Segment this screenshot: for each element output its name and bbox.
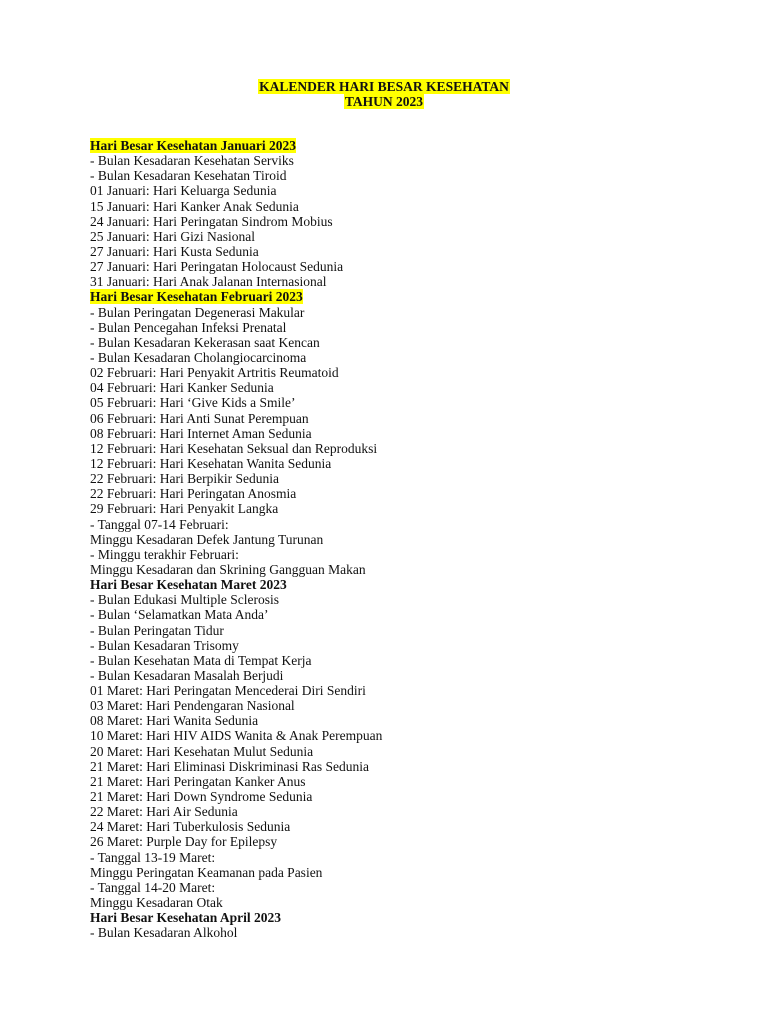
calendar-entry: - Bulan Pencegahan Infeksi Prenatal — [90, 319, 287, 335]
calendar-entry: - Tanggal 14-20 Maret: — [90, 879, 216, 895]
calendar-entry: 26 Maret: Purple Day for Epilepsy — [90, 834, 278, 850]
calendar-entry: - Tanggal 07-14 Februari: — [90, 516, 229, 532]
calendar-entry: 21 Maret: Hari Peringatan Kanker Anus — [90, 773, 306, 789]
calendar-entry: Minggu Kesadaran Otak — [90, 895, 223, 911]
calendar-entry: - Bulan Peringatan Degenerasi Makular — [90, 304, 305, 320]
calendar-entry: Minggu Kesadaran Defek Jantung Turunan — [90, 531, 324, 547]
calendar-entry: 27 Januari: Hari Peringatan Holocaust Sedunia — [90, 259, 344, 275]
calendar-entry: 22 Februari: Hari Peringatan Anosmia — [90, 486, 297, 502]
calendar-entry: 05 Februari: Hari ‘Give Kids a Smile’ — [90, 395, 296, 411]
calendar-entry: 15 Januari: Hari Kanker Anak Sedunia — [90, 198, 299, 214]
calendar-entry: 27 Januari: Hari Kusta Sedunia — [90, 243, 259, 259]
calendar-entry: - Bulan Peringatan Tidur — [90, 622, 224, 638]
calendar-entry: Minggu Peringatan Keamanan pada Pasien — [90, 864, 323, 880]
calendar-entry: - Minggu terakhir Februari: — [90, 546, 239, 562]
calendar-entry: - Bulan Kesadaran Kesehatan Tiroid — [90, 168, 287, 184]
section-heading-text: Hari Besar Kesehatan Maret 2023 — [90, 577, 287, 593]
calendar-entry: 02 Februari: Hari Penyakit Artritis Reumatoid — [90, 365, 339, 381]
section-heading — [90, 577, 750, 592]
calendar-entry: 21 Maret: Hari Down Syndrome Sedunia — [90, 789, 313, 805]
calendar-entry: 22 Maret: Hari Air Sedunia — [90, 804, 238, 820]
calendar-entry: - Bulan Kesadaran Kesehatan Serviks — [90, 153, 294, 169]
calendar-entry: 12 Februari: Hari Kesehatan Wanita Sedunia — [90, 455, 332, 471]
calendar-entry: - Bulan Kesadaran Trisomy — [90, 637, 239, 653]
calendar-entry: 08 Februari: Hari Internet Aman Sedunia — [90, 425, 312, 441]
calendar-entry: - Bulan Kesadaran Cholangiocarcinoma — [90, 349, 307, 365]
calendar-entry: 25 Januari: Hari Gizi Nasional — [90, 228, 255, 244]
calendar-entry: - Tanggal 13-19 Maret: — [90, 849, 216, 865]
section-heading-text: Hari Besar Kesehatan Januari 2023 — [90, 138, 297, 153]
calendar-entry: 29 Februari: Hari Penyakit Langka — [90, 501, 279, 517]
section-heading-text: Hari Besar Kesehatan Februari 2023 — [90, 289, 303, 305]
calendar-entry: Minggu Kesadaran dan Skrining Gangguan Makan — [90, 561, 366, 577]
section-heading — [90, 910, 750, 925]
section-heading — [90, 138, 750, 153]
calendar-entry: 22 Februari: Hari Berpikir Sedunia — [90, 471, 279, 487]
title-line-1: KALENDER HARI BESAR KESEHATAN — [259, 79, 509, 94]
calendar-entry: 04 Februari: Hari Kanker Sedunia — [90, 380, 274, 396]
section-heading — [90, 289, 750, 304]
calendar-entry: - Bulan Edukasi Multiple Sclerosis — [90, 592, 279, 608]
calendar-content — [90, 138, 750, 940]
calendar-entry: 08 Maret: Hari Wanita Sedunia — [90, 713, 259, 729]
title-line-2: TAHUN 2023 — [344, 94, 424, 110]
document-title — [0, 79, 768, 109]
calendar-entry: - Bulan Kesadaran Kekerasan saat Kencan — [90, 334, 320, 350]
calendar-entry: - Bulan ‘Selamatkan Mata Anda’ — [90, 607, 269, 623]
calendar-entry: 24 Maret: Hari Tuberkulosis Sedunia — [90, 819, 291, 835]
calendar-entry: 12 Februari: Hari Kesehatan Seksual dan Reproduksi — [90, 440, 378, 456]
calendar-entry: 06 Februari: Hari Anti Sunat Perempuan — [90, 410, 309, 426]
calendar-entry: 03 Maret: Hari Pendengaran Nasional — [90, 698, 295, 714]
calendar-entry: 20 Maret: Hari Kesehatan Mulut Sedunia — [90, 743, 314, 759]
calendar-entry: 31 Januari: Hari Anak Jalanan Internasional — [90, 274, 327, 290]
calendar-entry: - Bulan Kesadaran Alkohol — [90, 925, 238, 941]
calendar-entry: 01 Januari: Hari Keluarga Sedunia — [90, 183, 277, 199]
calendar-entry: 01 Maret: Hari Peringatan Mencederai Diri Sendiri — [90, 683, 366, 699]
calendar-entry: - Bulan Kesehatan Mata di Tempat Kerja — [90, 652, 312, 668]
calendar-entry: 10 Maret: Hari HIV AIDS Wanita & Anak Perempuan — [90, 728, 383, 744]
calendar-entry: - Bulan Kesadaran Masalah Berjudi — [90, 667, 284, 683]
calendar-entry: 24 Januari: Hari Peringatan Sindrom Mobius — [90, 213, 333, 229]
calendar-entry: 21 Maret: Hari Eliminasi Diskriminasi Ras Sedunia — [90, 758, 369, 774]
section-heading-text: Hari Besar Kesehatan April 2023 — [90, 910, 281, 926]
